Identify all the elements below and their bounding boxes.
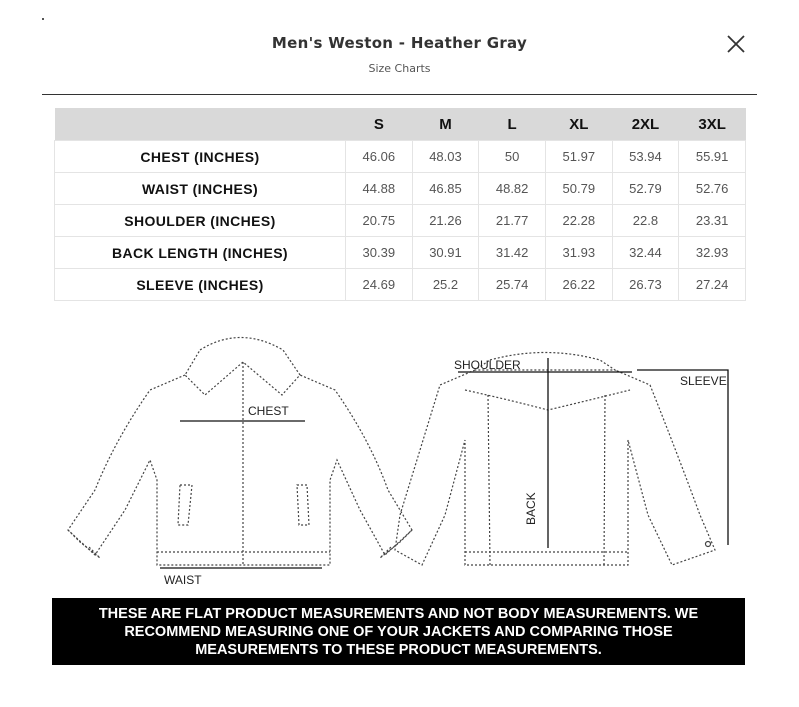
table-cell: 48.82 xyxy=(479,173,546,205)
stray-dot xyxy=(42,18,44,20)
table-cell: 46.85 xyxy=(412,173,479,205)
table-row xyxy=(55,141,746,173)
row-label: BACK LENGTH (INCHES) xyxy=(55,237,346,269)
table-cell: 25.2 xyxy=(412,269,479,301)
table-cell: 50.79 xyxy=(545,173,612,205)
chest-label: CHEST xyxy=(248,404,289,418)
table-cell: 22.8 xyxy=(612,205,679,237)
back-seam-right xyxy=(604,395,605,565)
table-cell: 21.26 xyxy=(412,205,479,237)
row-label: SHOULDER (INCHES) xyxy=(55,205,346,237)
size-chart-table xyxy=(54,108,746,301)
table-cell: 50 xyxy=(479,141,546,173)
table-cell: 26.22 xyxy=(545,269,612,301)
table-cell: 30.39 xyxy=(346,237,413,269)
size-column-header: L xyxy=(479,108,546,141)
size-column-header: 3XL xyxy=(679,108,746,141)
table-cell: 31.42 xyxy=(479,237,546,269)
table-cell: 51.97 xyxy=(545,141,612,173)
jacket-illustration xyxy=(0,320,799,595)
waist-label: WAIST xyxy=(164,573,202,587)
table-cell: 27.24 xyxy=(679,269,746,301)
cuff-button xyxy=(706,542,711,547)
size-column-header: 2XL xyxy=(612,108,679,141)
table-cell: 32.93 xyxy=(679,237,746,269)
close-button[interactable] xyxy=(724,32,748,56)
back-seam-left xyxy=(488,395,490,565)
table-cell: 26.73 xyxy=(612,269,679,301)
table-row xyxy=(55,237,746,269)
row-label: SLEEVE (INCHES) xyxy=(55,269,346,301)
table-cell: 48.03 xyxy=(412,141,479,173)
table-row xyxy=(55,173,746,205)
front-pocket-left xyxy=(178,485,192,525)
row-label: CHEST (INCHES) xyxy=(55,141,346,173)
table-cell: 53.94 xyxy=(612,141,679,173)
sleeve-measure-line xyxy=(637,370,728,545)
size-column-header: M xyxy=(412,108,479,141)
table-cell: 22.28 xyxy=(545,205,612,237)
back-body-outline xyxy=(395,370,715,565)
table-cell: 20.75 xyxy=(346,205,413,237)
table-header-row xyxy=(55,108,746,141)
table-cell: 55.91 xyxy=(679,141,746,173)
table-cell: 52.79 xyxy=(612,173,679,205)
table-cell: 24.69 xyxy=(346,269,413,301)
front-body-outline xyxy=(68,375,412,565)
table-cell: 31.93 xyxy=(545,237,612,269)
table-cell: 46.06 xyxy=(346,141,413,173)
table-cell: 21.77 xyxy=(479,205,546,237)
size-charts-subtitle: Size Charts xyxy=(368,62,431,75)
product-title: Men's Weston - Heather Gray xyxy=(271,34,528,52)
table-cell: 52.76 xyxy=(679,173,746,205)
table-cell: 23.31 xyxy=(679,205,746,237)
size-column-header: S xyxy=(346,108,413,141)
front-pocket-right xyxy=(297,485,309,525)
table-cell: 44.88 xyxy=(346,173,413,205)
table-cell: 25.74 xyxy=(479,269,546,301)
table-cell: 32.44 xyxy=(612,237,679,269)
back-label: BACK xyxy=(524,492,538,525)
size-column-header: XL xyxy=(545,108,612,141)
table-row xyxy=(55,269,746,301)
table-cell: 30.91 xyxy=(412,237,479,269)
measurement-notice: THESE ARE FLAT PRODUCT MEASUREMENTS AND NOT BODY MEASUREMENTS. WE RECOMMEND MEASURING ONE OF YOUR JACKETS AND COMPARING THOSE MEASUREMENTS TO THESE PRODUCT MEASUREMENTS. xyxy=(52,598,745,665)
close-icon xyxy=(724,32,748,56)
sleeve-label: SLEEVE xyxy=(680,374,727,388)
table-row xyxy=(55,205,746,237)
modal-header xyxy=(0,0,799,95)
row-label: WAIST (INCHES) xyxy=(55,173,346,205)
header-blank-cell xyxy=(55,108,346,141)
shoulder-label: SHOULDER xyxy=(454,358,521,372)
header-divider xyxy=(42,94,757,95)
jacket-measurement-diagram xyxy=(0,320,799,595)
